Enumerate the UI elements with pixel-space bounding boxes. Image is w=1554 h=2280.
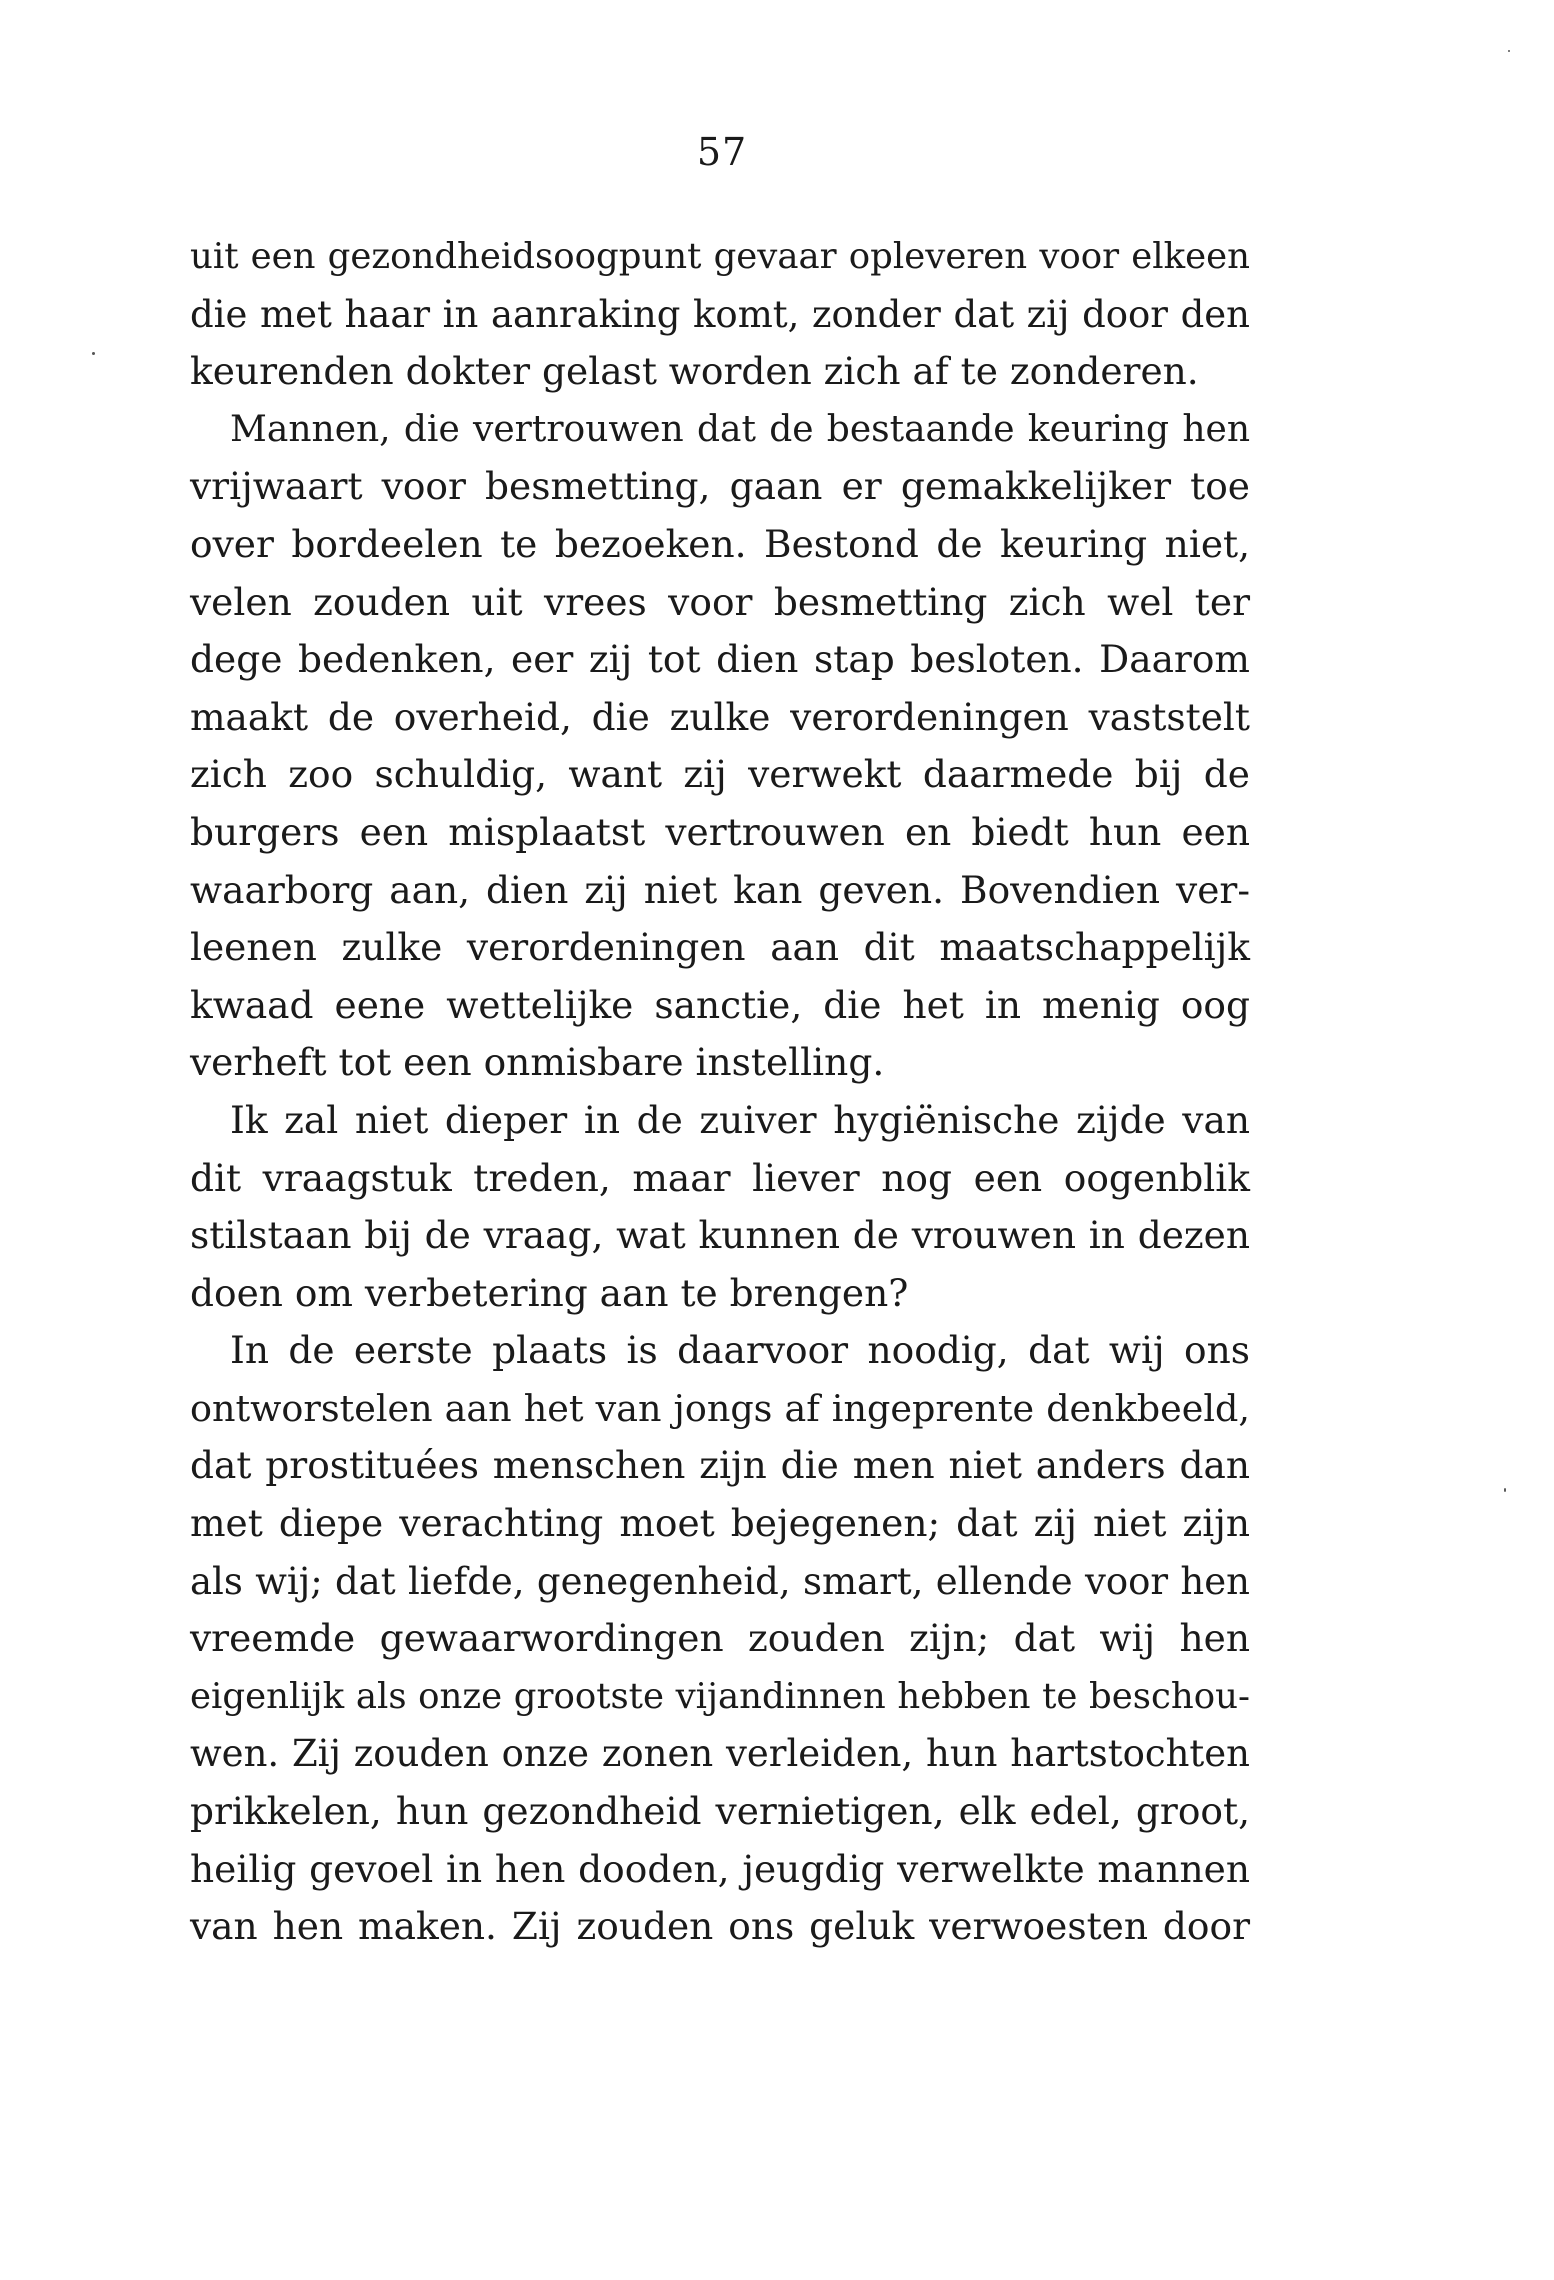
text-line: kwaad eene wettelijke sanctie, die het in menig oog [190, 982, 1250, 1027]
text-line: met diepe verachting moet bejegenen; dat zij niet zijn [190, 1501, 1250, 1546]
text-line: wen. Zij zouden onze zonen verleiden, hun hartstochten [190, 1732, 1250, 1776]
text-line: waarborg aan, dien zij niet kan geven. Bovendien ver- [190, 867, 1250, 912]
text-line: zich zoo schuldig, want zij verwekt daarmede bij de [190, 752, 1250, 797]
text-line: over bordeelen te bezoeken. Bestond de keuring niet, [190, 521, 1250, 566]
text-line: doen om verbetering aan te brengen? [190, 1270, 909, 1315]
text-line: burgers een misplaatst vertrouwen en biedt hun een [190, 809, 1250, 854]
text-line: velen zouden uit vrees voor besmetting zich wel ter [190, 579, 1250, 624]
text-line: dat prostituées menschen zijn die men niet anders dan [190, 1443, 1250, 1488]
paper-speck [1504, 1488, 1506, 1492]
page-number: 57 [696, 130, 748, 174]
text-line: dege bedenken, eer zij tot dien stap besloten. Daarom [190, 637, 1250, 682]
text-line: van hen maken. Zij zouden ons geluk verwoesten door [190, 1904, 1250, 1949]
text-line: eigenlijk als onze grootste vijandinnen hebben te beschou- [190, 1675, 1250, 1717]
text-line: prikkelen, hun gezondheid vernietigen, elk edel, groot, [190, 1789, 1250, 1834]
text-line: In de eerste plaats is daarvoor noodig, dat wij ons [230, 1328, 1250, 1373]
body-text [190, 228, 1250, 1956]
text-line: ontworstelen aan het van jongs af ingeprente denkbeeld, [190, 1386, 1250, 1430]
text-line: Mannen, die vertrouwen dat de bestaande keuring hen [230, 408, 1250, 450]
paper-speck [1508, 50, 1510, 52]
paper-speck [92, 352, 95, 355]
text-line: die met haar in aanraking komt, zonder dat zij door den [190, 292, 1250, 336]
text-line: uit een gezondheidsoogpunt gevaar opleveren voor elkeen [190, 236, 1250, 277]
text-line: verheft tot een onmisbare instelling. [190, 1040, 885, 1085]
text-line: maakt de overheid, die zulke verordeningen vaststelt [190, 694, 1250, 739]
text-line: leenen zulke verordeningen aan dit maatschappelijk [190, 925, 1250, 970]
text-line: dit vraagstuk treden, maar liever nog een oogenblik [190, 1155, 1250, 1200]
text-line: vrijwaart voor besmetting, gaan er gemakkelijker toe [190, 464, 1250, 509]
text-line: vreemde gewaarwordingen zouden zijn; dat wij hen [190, 1616, 1250, 1661]
text-line: heilig gevoel in hen dooden, jeugdig verwelkte mannen [190, 1846, 1250, 1891]
text-line: keurenden dokter gelast worden zich af te zonderen. [190, 349, 1199, 394]
text-line: als wij; dat liefde, genegenheid, smart, ellende voor hen [190, 1559, 1250, 1603]
text-line: Ik zal niet dieper in de zuiver hygiënische zijde van [230, 1097, 1250, 1142]
text-line: stilstaan bij de vraag, wat kunnen de vrouwen in dezen [190, 1213, 1250, 1258]
